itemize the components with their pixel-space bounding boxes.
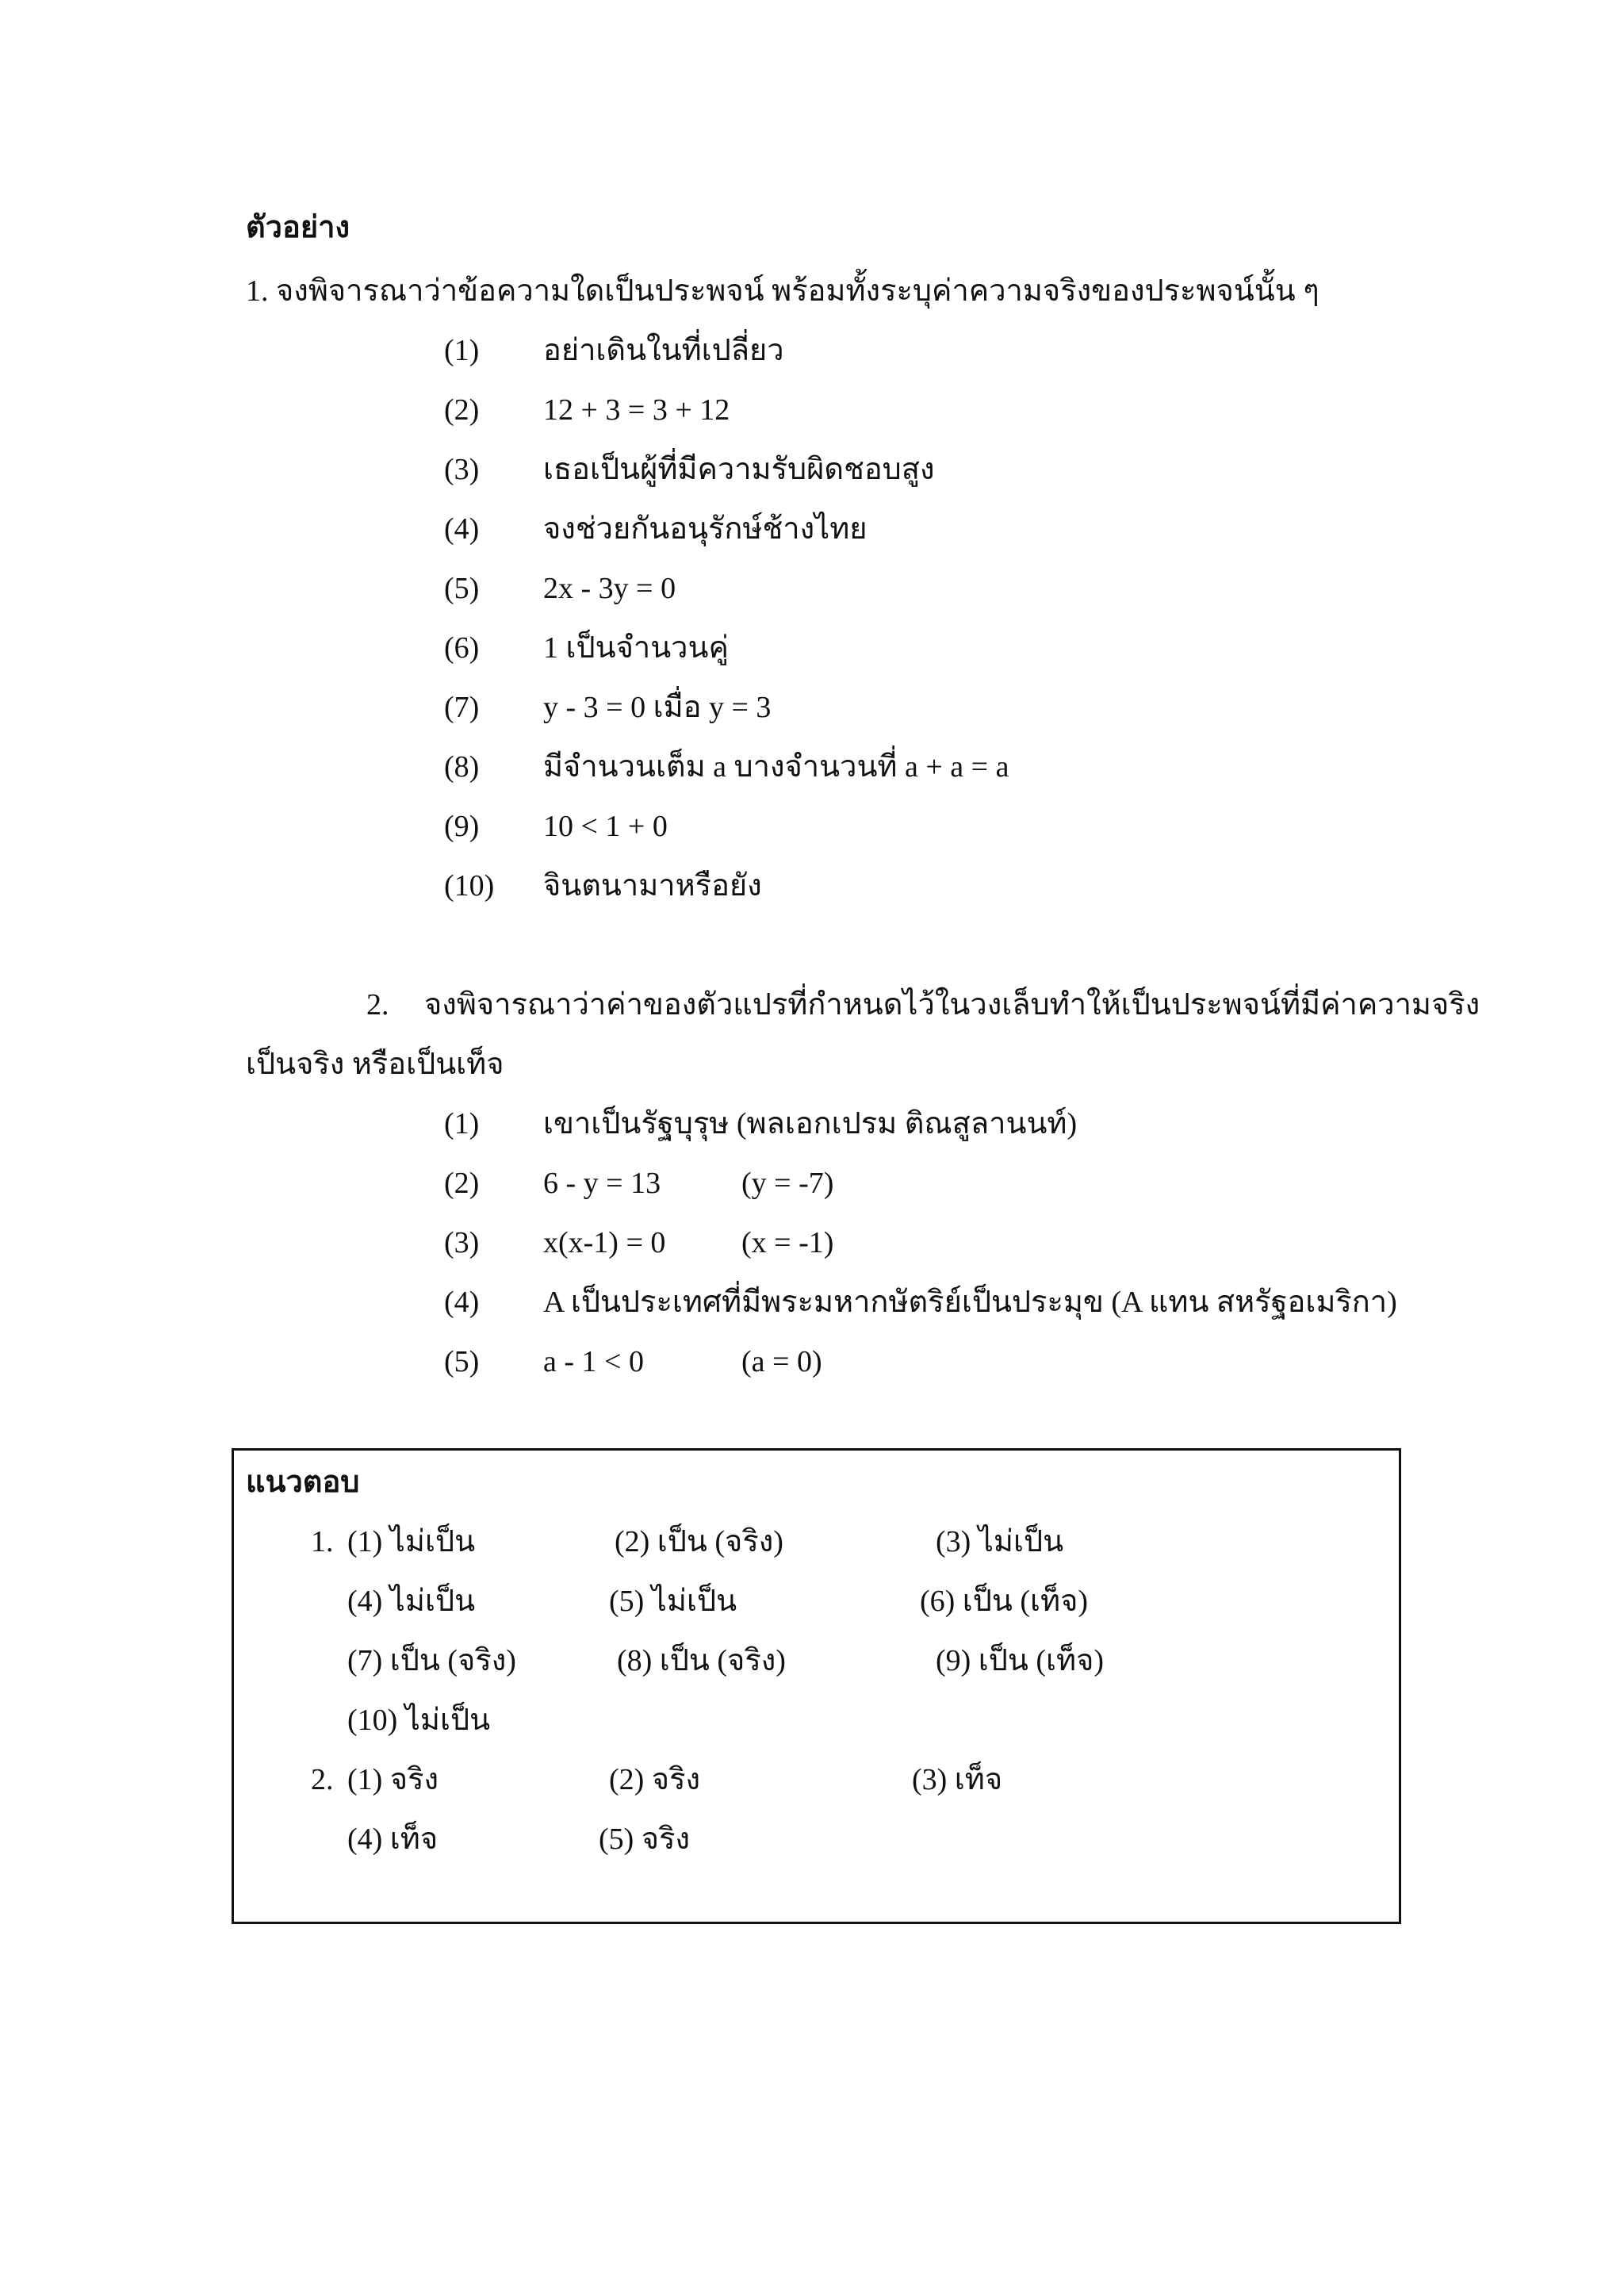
q2-item-condition: (y = -7) bbox=[741, 1167, 834, 1200]
q1-item-number: (2) bbox=[444, 393, 480, 427]
q1-item-number: (8) bbox=[444, 750, 480, 784]
answer-1-cell: (9) เป็น (เท็จ) bbox=[936, 1644, 1105, 1677]
q1-item-text: เธอเป็นผู้ที่มีความรับผิดชอบสูง bbox=[543, 453, 935, 486]
answer-1-cell: (3) ไม่เป็น bbox=[936, 1525, 1064, 1558]
answer-1-cell: (5) ไม่เป็น bbox=[609, 1585, 737, 1618]
q2-item-text: เขาเป็นรัฐบุรุษ (พลเอกเปรม ติณสูลานนท์) bbox=[543, 1107, 1078, 1140]
answer-1-cell: (2) เป็น (จริง) bbox=[615, 1525, 783, 1558]
answer-2-cell: (3) เท็จ bbox=[912, 1763, 1003, 1796]
q1-item-number: (9) bbox=[444, 810, 480, 843]
question-2-number: 2. bbox=[366, 988, 389, 1022]
q2-item-text: 6 - y = 13 bbox=[543, 1167, 661, 1200]
answer-1-cell: (4) ไม่เป็น bbox=[347, 1585, 476, 1618]
q1-item-text: 10 < 1 + 0 bbox=[543, 810, 668, 843]
q1-item-text: จงช่วยกันอนุรักษ์ช้างไทย bbox=[543, 512, 868, 546]
q2-item-number: (4) bbox=[444, 1286, 480, 1319]
question-1-prompt: 1. จงพิจารณาว่าข้อความใดเป็นประพจน์ พร้อมทั้งระบุค่าความจริงของประพจน์นั้น ๆ bbox=[246, 274, 1320, 308]
q1-item-number: (7) bbox=[444, 691, 480, 724]
section-heading: ตัวอย่าง bbox=[246, 211, 350, 244]
answer-2-cell: (2) จริง bbox=[609, 1763, 701, 1796]
q2-item-number: (5) bbox=[444, 1345, 480, 1378]
q2-item-condition: (x = -1) bbox=[741, 1226, 834, 1259]
q2-item-number: (3) bbox=[444, 1226, 480, 1259]
q1-item-number: (10) bbox=[444, 869, 495, 903]
q2-item-text: A เป็นประเทศที่มีพระมหากษัตริย์เป็นประมุข (A แทน สหรัฐอเมริกา) bbox=[543, 1286, 1397, 1319]
answer-1-cell: (1) ไม่เป็น bbox=[347, 1525, 476, 1558]
q1-item-number: (4) bbox=[444, 512, 480, 546]
answer-1-cell: (10) ไม่เป็น bbox=[347, 1704, 491, 1737]
question-2-prompt-line2: เป็นจริง หรือเป็นเท็จ bbox=[246, 1048, 504, 1081]
q1-item-text: 1 เป็นจำนวนคู่ bbox=[543, 631, 729, 665]
answer-1-cell: (7) เป็น (จริง) bbox=[347, 1644, 516, 1677]
answer-2-cell: (1) จริง bbox=[347, 1763, 439, 1796]
q2-item-number: (2) bbox=[444, 1167, 480, 1200]
answer-1-label: 1. bbox=[311, 1525, 334, 1558]
answer-2-cell: (5) จริง bbox=[599, 1823, 691, 1856]
answer-title: แนวตอบ bbox=[246, 1466, 360, 1499]
q2-item-text: a - 1 < 0 bbox=[543, 1345, 644, 1378]
answer-1-cell: (6) เป็น (เท็จ) bbox=[920, 1585, 1089, 1618]
q2-item-number: (1) bbox=[444, 1107, 480, 1140]
q1-item-text: y - 3 = 0 เมื่อ y = 3 bbox=[543, 691, 772, 724]
q1-item-number: (6) bbox=[444, 631, 480, 665]
q1-item-text: จินตนามาหรือยัง bbox=[543, 869, 762, 903]
answer-1-cell: (8) เป็น (จริง) bbox=[617, 1644, 786, 1677]
q1-item-number: (3) bbox=[444, 453, 480, 486]
q1-item-text: มีจำนวนเต็ม a บางจำนวนที่ a + a = a bbox=[543, 750, 1009, 784]
q1-item-text: 2x - 3y = 0 bbox=[543, 572, 676, 605]
question-2-prompt-line1: จงพิจารณาว่าค่าของตัวแปรที่กำหนดไว้ในวงเล็บทำให้เป็นประพจน์ที่มีค่าความจริง bbox=[424, 988, 1480, 1022]
q1-item-text: 12 + 3 = 3 + 12 bbox=[543, 393, 730, 427]
answer-2-cell: (4) เท็จ bbox=[347, 1823, 439, 1856]
q1-item-number: (1) bbox=[444, 334, 480, 367]
q1-item-number: (5) bbox=[444, 572, 480, 605]
q2-item-condition: (a = 0) bbox=[741, 1345, 822, 1378]
answer-2-label: 2. bbox=[311, 1763, 334, 1796]
q1-item-text: อย่าเดินในที่เปลี่ยว bbox=[543, 334, 784, 367]
q2-item-text: x(x-1) = 0 bbox=[543, 1226, 666, 1259]
